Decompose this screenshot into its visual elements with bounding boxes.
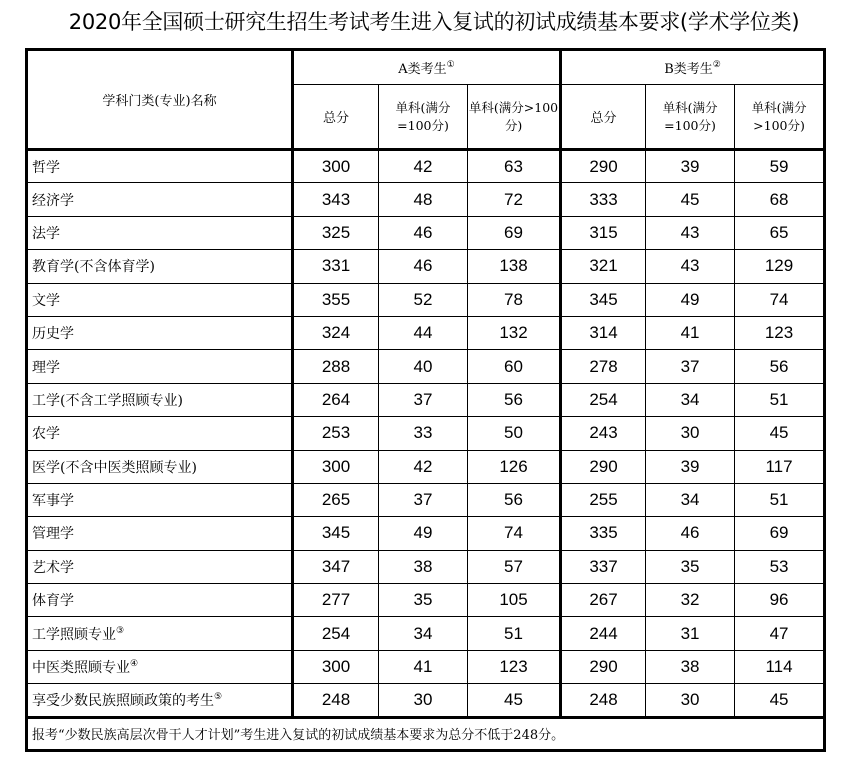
b-total-cell: 244 (561, 617, 646, 650)
a-single-over-100-cell: 69 (468, 216, 561, 249)
b-single-100-cell: 38 (646, 650, 735, 683)
a-single-over-100-cell: 45 (468, 684, 561, 717)
table-row (27, 316, 825, 349)
subject-name: 历史学 (32, 326, 74, 343)
b-single-100-cell: 30 (646, 684, 735, 717)
a-single-100-cell: 42 (379, 150, 468, 183)
a-single-over-100-cell: 50 (468, 417, 561, 450)
subject-name: 体育学 (32, 593, 74, 610)
a-single-100-cell: 44 (379, 316, 468, 349)
b-single-over-100-cell: 69 (735, 517, 825, 550)
a-single-100-cell: 41 (379, 650, 468, 683)
table-row (27, 650, 825, 683)
subject-name: 工学(不含工学照顾专业) (32, 392, 183, 409)
subject-name-cell (27, 650, 293, 683)
b-single-over-100-cell: 68 (735, 183, 825, 216)
footnote: 报考“少数民族高层次骨干人才计划”考生进入复试的初试成绩基本要求为总分不低于248分。 (27, 717, 825, 750)
a-total-cell: 325 (293, 216, 379, 249)
a-total-cell: 331 (293, 250, 379, 283)
table-row (27, 550, 825, 583)
subject-name: 经济学 (32, 192, 74, 209)
a-single-over-100-cell: 57 (468, 550, 561, 583)
table-row (27, 250, 825, 283)
score-rows (27, 150, 825, 718)
a-single-over-100-cell: 78 (468, 283, 561, 316)
b-single-over-100-cell: 53 (735, 550, 825, 583)
subject-header: 学科门类(专业)名称 (27, 50, 293, 150)
a-single-100-cell: 40 (379, 350, 468, 383)
table-row (27, 617, 825, 650)
a-single-over-100-cell: 126 (468, 450, 561, 483)
b-total-cell: 248 (561, 684, 646, 717)
subject-name-cell (27, 483, 293, 516)
subject-name-cell (27, 517, 293, 550)
a-single-100-cell: 35 (379, 584, 468, 617)
subject-name-cell (27, 150, 293, 183)
b-total-cell: 321 (561, 250, 646, 283)
subject-name-cell (27, 417, 293, 450)
table-row (27, 450, 825, 483)
subject-name: 享受少数民族照顾政策的考生 (32, 692, 214, 709)
a-total-cell: 347 (293, 550, 379, 583)
b-single-over-100-header: 单科(满分>100分) (735, 85, 825, 150)
a-total-cell: 300 (293, 150, 379, 183)
subject-name-cell (27, 250, 293, 283)
b-single-100-cell: 39 (646, 450, 735, 483)
subject-name-cell (27, 684, 293, 717)
b-single-over-100-cell: 65 (735, 216, 825, 249)
b-single-100-cell: 43 (646, 216, 735, 249)
b-total-cell: 267 (561, 584, 646, 617)
b-single-over-100-cell: 47 (735, 617, 825, 650)
subject-name: 医学(不含中医类照顾专业) (32, 459, 197, 476)
subject-name: 管理学 (32, 526, 74, 543)
a-single-over-100-cell: 56 (468, 383, 561, 416)
b-single-over-100-cell: 123 (735, 316, 825, 349)
b-single-over-100-cell: 51 (735, 483, 825, 516)
a-single-100-cell: 34 (379, 617, 468, 650)
b-single-over-100-cell: 45 (735, 417, 825, 450)
b-total-cell: 345 (561, 283, 646, 316)
a-total-cell: 248 (293, 684, 379, 717)
b-total-cell: 255 (561, 483, 646, 516)
a-total-cell: 355 (293, 283, 379, 316)
a-total-header: 总分 (293, 85, 379, 150)
a-single-over-100-cell: 105 (468, 584, 561, 617)
group-b-label: B类考生 (664, 62, 713, 77)
footnote-mark: ⑤ (214, 691, 223, 702)
b-single-100-cell: 31 (646, 617, 735, 650)
b-total-cell: 278 (561, 350, 646, 383)
a-single-100-cell: 37 (379, 483, 468, 516)
b-single-over-100-cell: 114 (735, 650, 825, 683)
a-total-cell: 300 (293, 450, 379, 483)
b-single-over-100-cell: 129 (735, 250, 825, 283)
a-total-cell: 300 (293, 650, 379, 683)
b-single-100-cell: 39 (646, 150, 735, 183)
table-row (27, 150, 825, 183)
a-single-over-100-cell: 132 (468, 316, 561, 349)
a-single-100-cell: 42 (379, 450, 468, 483)
footnote-mark: ④ (130, 659, 139, 670)
a-total-cell: 343 (293, 183, 379, 216)
a-total-cell: 264 (293, 383, 379, 416)
group-a-header (293, 50, 561, 85)
b-single-100-cell: 30 (646, 417, 735, 450)
subject-name-cell (27, 550, 293, 583)
a-single-100-cell: 30 (379, 684, 468, 717)
subject-name: 理学 (32, 359, 60, 376)
b-single-100-cell: 34 (646, 483, 735, 516)
b-total-cell: 290 (561, 650, 646, 683)
b-total-cell: 290 (561, 150, 646, 183)
b-single-over-100-cell: 59 (735, 150, 825, 183)
table-row (27, 383, 825, 416)
subject-name: 教育学(不含体育学) (32, 259, 155, 276)
group-a-label: A类考生 (398, 62, 447, 77)
subject-name-cell (27, 283, 293, 316)
subject-name-cell (27, 350, 293, 383)
subject-name: 工学照顾专业 (32, 626, 116, 643)
a-single-over-100-header: 单科(满分>100分) (468, 85, 561, 150)
table-row (27, 283, 825, 316)
subject-name-cell (27, 383, 293, 416)
b-total-cell: 314 (561, 316, 646, 349)
subject-name: 艺术学 (32, 559, 74, 576)
b-single-100-cell: 32 (646, 584, 735, 617)
b-total-cell: 290 (561, 450, 646, 483)
a-single-over-100-cell: 123 (468, 650, 561, 683)
b-total-header: 总分 (561, 85, 646, 150)
b-single-over-100-cell: 96 (735, 584, 825, 617)
a-total-cell: 324 (293, 316, 379, 349)
b-single-over-100-cell: 117 (735, 450, 825, 483)
a-total-cell: 253 (293, 417, 379, 450)
b-single-100-cell: 43 (646, 250, 735, 283)
b-single-over-100-cell: 56 (735, 350, 825, 383)
b-single-100-cell: 41 (646, 316, 735, 349)
subject-name-cell (27, 316, 293, 349)
a-total-cell: 265 (293, 483, 379, 516)
a-single-over-100-cell: 51 (468, 617, 561, 650)
a-single-100-cell: 49 (379, 517, 468, 550)
b-single-100-cell: 49 (646, 283, 735, 316)
a-total-cell: 288 (293, 350, 379, 383)
subject-name-cell (27, 584, 293, 617)
table-row (27, 417, 825, 450)
subject-name: 军事学 (32, 493, 74, 510)
a-single-100-header: 单科(满分=100分) (379, 85, 468, 150)
b-total-cell: 243 (561, 417, 646, 450)
a-single-over-100-cell: 63 (468, 150, 561, 183)
b-total-cell: 337 (561, 550, 646, 583)
b-total-cell: 333 (561, 183, 646, 216)
table-row (27, 216, 825, 249)
b-single-over-100-cell: 74 (735, 283, 825, 316)
b-single-100-cell: 45 (646, 183, 735, 216)
b-total-cell: 335 (561, 517, 646, 550)
a-single-over-100-cell: 138 (468, 250, 561, 283)
a-single-100-cell: 46 (379, 216, 468, 249)
a-total-cell: 277 (293, 584, 379, 617)
b-single-over-100-cell: 51 (735, 383, 825, 416)
subject-name-cell (27, 617, 293, 650)
b-single-100-cell: 46 (646, 517, 735, 550)
score-table (25, 48, 826, 752)
subject-name-cell (27, 183, 293, 216)
table-row (27, 483, 825, 516)
subject-name: 中医类照顾专业 (32, 660, 130, 677)
a-single-100-cell: 38 (379, 550, 468, 583)
table-row (27, 183, 825, 216)
a-single-over-100-cell: 74 (468, 517, 561, 550)
a-single-over-100-cell: 56 (468, 483, 561, 516)
a-single-100-cell: 52 (379, 283, 468, 316)
a-total-cell: 254 (293, 617, 379, 650)
a-single-over-100-cell: 60 (468, 350, 561, 383)
subject-name: 法学 (32, 225, 60, 242)
subject-name-cell (27, 216, 293, 249)
a-single-over-100-cell: 72 (468, 183, 561, 216)
group-a-mark: ① (446, 60, 455, 70)
a-single-100-cell: 37 (379, 383, 468, 416)
table-row (27, 584, 825, 617)
group-b-mark: ② (712, 60, 721, 70)
footnote-mark: ③ (116, 625, 125, 636)
group-b-header (561, 50, 825, 85)
b-single-100-cell: 37 (646, 350, 735, 383)
table-row (27, 350, 825, 383)
subject-name: 文学 (32, 292, 60, 309)
subject-name: 哲学 (32, 159, 60, 176)
a-single-100-cell: 46 (379, 250, 468, 283)
b-single-over-100-cell: 45 (735, 684, 825, 717)
b-single-100-cell: 34 (646, 383, 735, 416)
b-single-100-cell: 35 (646, 550, 735, 583)
b-total-cell: 315 (561, 216, 646, 249)
subject-name: 农学 (32, 426, 60, 443)
page-title: 2020年全国硕士研究生招生考试考生进入复试的初试成绩基本要求(学术学位类) (68, 10, 800, 34)
table-row (27, 517, 825, 550)
a-total-cell: 345 (293, 517, 379, 550)
b-single-100-header: 单科(满分=100分) (646, 85, 735, 150)
table-row (27, 684, 825, 717)
a-single-100-cell: 33 (379, 417, 468, 450)
subject-name-cell (27, 450, 293, 483)
b-total-cell: 254 (561, 383, 646, 416)
a-single-100-cell: 48 (379, 183, 468, 216)
